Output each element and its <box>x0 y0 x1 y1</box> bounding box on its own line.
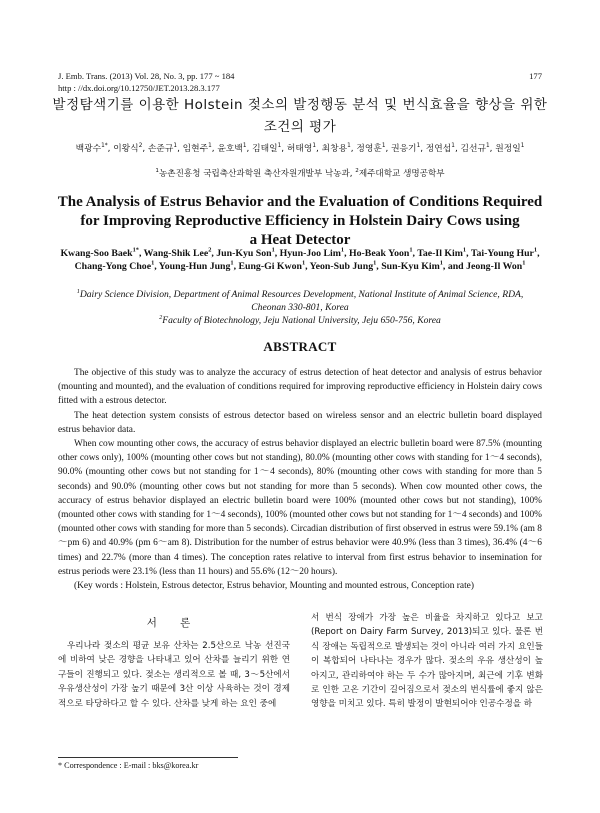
affil-marker: 2 <box>159 313 163 321</box>
affil-marker: 2 <box>355 168 359 175</box>
author-name: Sun-Kyu Kim <box>381 261 440 272</box>
author-name: Wang-Shik Lee <box>143 248 209 259</box>
author-affil-marker: 1 <box>373 259 377 267</box>
author-affil-marker: 2 <box>208 246 212 254</box>
affil-marker: 1 <box>155 168 159 175</box>
author-name: 이왕식 <box>113 144 139 154</box>
author-affil-marker: 1 <box>486 143 490 150</box>
author-name: 권응기 <box>391 144 417 154</box>
author-name: 백광수 <box>75 144 102 154</box>
abstract-heading: ABSTRACT <box>263 339 337 354</box>
journal-header <box>58 70 542 94</box>
body-paragraph: 서 번식 장애가 가장 높은 비율을 차지하고 있다고 보고(Report on Dairy Farm Survey, 2013)되고 있다. 물론 번식 장애는 독립적으로 발생되는 것이 아니라 여러 가지 요인들이 복합되어 나타나는 경우가 많다. 젖소의 우유 생산성이 높아지고, 관리하여야 하는 두 수가 많아지며, 최근에 기후 변화로 인한 고온 기간이 길어짐으로서 젖소의 번식률에 좋지 않은 영향을 미치고 있다. 특히 발정이 발현되어야 인공수정을 하 <box>311 613 543 710</box>
author-name: 최창용 <box>321 144 348 154</box>
author-affil-marker: 1 <box>439 259 443 267</box>
author-affil-marker: 1 <box>230 259 234 267</box>
author-affil-marker: 1 <box>301 259 306 267</box>
author-affil-marker: 2 <box>138 143 143 150</box>
author-affil-marker: 1 <box>242 143 247 150</box>
author-affil-marker: 1 <box>522 259 526 267</box>
korean-title <box>40 94 560 138</box>
korean-title-line: 조건의 평가 <box>263 119 337 135</box>
english-title-line: a Heat Detector <box>249 232 351 248</box>
korean-authors: 백광수$^{1*}$, 이왕식$^2$, 손준규$^1$, 임현주$^1$, 윤호백$^1$, 김태일$^1$, 허태영$^1$, 최창용$^1$, 정영훈$^1$, 권응기$^1$, 정연섭$^1$, 김선규$^1$, 원정일$^1$ <box>75 143 525 154</box>
korean-title-line: 발정탐색기를 이용한 Holstein 젖소의 발정행동 분석 및 번식효율을 향상을 위한 <box>52 97 548 113</box>
author-affil-marker: 1 <box>347 143 351 150</box>
korean-affil-1: 농촌진흥청 국립축산과학원 축산자원개발부 낙농과, <box>158 169 353 179</box>
page-number: 177 <box>529 71 542 81</box>
author-name: 손준규 <box>147 144 174 154</box>
correspondence-footnote: * Correspondence : E-mail : bks@korea.kr <box>58 761 199 770</box>
author-name: Jeong-Il Won <box>466 261 523 272</box>
english-title-line: The Analysis of Estrus Behavior and the Evaluation of Conditions Required <box>57 194 543 210</box>
author-affil-marker: 1 <box>381 143 386 150</box>
author-affil-marker: 1 <box>277 143 282 150</box>
author-name: Tae-Il Kim <box>417 248 463 259</box>
author-name: 임현주 <box>182 144 209 154</box>
author-name: 윤호백 <box>217 144 243 154</box>
author-name: 김선규 <box>460 144 487 154</box>
author-affil-marker: 1 <box>462 246 467 254</box>
abstract-paragraph: The objective of this study was to analyze the accuracy of estrus detection of heat detector and analysis of estrus behavior (mounting and mounted), and the evaluation of conditions required for improving reproductive efficiency in Holstein dairy cows fitted with a estrous detector. <box>58 368 542 407</box>
author-affil-marker: 1* <box>101 143 108 150</box>
key-words: (Key words : Holstein, Estrous detector, Estrus behavior, Mounting and mounted estrous, Conception rate) <box>74 581 474 592</box>
author-name: Jun-Kyu Son <box>216 248 272 259</box>
author-affil-marker: 1 <box>416 143 421 150</box>
author-name: 허태영 <box>286 144 313 154</box>
abstract-paragraph: The heat detection system consists of estrous detector based on wireless sensor and an electric bulletin board displayed estrus behavior data. <box>58 410 542 435</box>
korean-affil-2: 제주대학교 생명공학부 <box>358 169 445 179</box>
korean-affiliations <box>40 168 560 180</box>
affil-marker: 1 <box>76 287 80 295</box>
journal-citation: J. Emb. Trans. (2013) Vol. 28, No. 3, pp. 177 ~ 184 <box>58 71 235 81</box>
body-paragraph: 우리나라 젖소의 평균 보유 산차는 2.5산으로 낙농 선진국에 비하여 낮은 경향을 나타내고 있어 산차를 늘리기 위한 연구들이 진행되고 있다. 젖소는 생리적으로 볼 때, 3～5산에서 우유생산성이 가장 높기 때문에 3산 이상 사육하는 것이 경제적으로 타당하다고 할 수 있다. 산차를 낮게 하는 요인 중에 <box>58 641 290 709</box>
author-name: Hyun-Joo Lim <box>279 248 341 259</box>
english-affiliations <box>50 288 550 327</box>
english-affil-1: Dairy Science Division, Department of Animal Resources Development, National Institute of Animal Science, RDA, <box>79 289 524 300</box>
section-title-introduction: 서 론 <box>146 617 201 629</box>
author-name: Tai-Young Hur <box>470 248 534 259</box>
author-name: Kwang-Soo Baek <box>60 248 133 259</box>
author-affil-marker: 1 <box>451 143 455 150</box>
english-title-line: for Improving Reproductive Efficiency in Holstein Dairy Cows using <box>80 213 520 229</box>
author-affil-marker: 1 <box>409 246 413 254</box>
author-name: Eung-Gi Kwon <box>238 261 302 272</box>
author-name: 정영훈 <box>356 144 382 154</box>
body-column-right <box>311 611 543 712</box>
author-affil-marker: 1 <box>340 246 345 254</box>
author-affil-marker: 1 <box>520 143 525 150</box>
author-name: Yeon-Sub Jung <box>309 261 374 272</box>
author-name: Chang-Yong Choe <box>74 261 152 272</box>
author-name: 원정일 <box>495 144 521 154</box>
author-affil-marker: 1 <box>151 259 155 267</box>
author-affil-marker: 1 <box>533 246 538 254</box>
english-title <box>50 193 550 250</box>
author-affil-marker: 1* <box>132 246 139 254</box>
abstract-paragraph: When cow mounting other cows, the accuracy of estrus behavior displayed an electric bulletin board were 87.5% (mounting other cows only), 100% (mounting other cows but not standing), 80.0% (mounting other cows with standing for 1～4 seconds), 90.0% (mounting other cows but not standing for 1～4 seconds), 80% (mounting other cows with standing for more than 5 seconds) and 90.0% (mounting other cows but not standing for more than 5 seconds). When cow mounted other cows, the accuracy of estrus behavior displayed an electric bulletin board were 100% (mounted other cows but not standing), 100% (mounted other cows with standing for 1～4 seconds), 100% (mounted other cows but not standing for 1～4 seconds) and 100% (mounted other cows with standing for more than 5 seconds). Circadian distribution of first observed in estrus were 59.1% (am 8～pm 6) and 40.9% (pm 6～am 8). Distribution for the number of estrus behavior were 40.9% (less than 3 times), 36.4% (4～6 times) and 22.7% (more than 4 times). The conception rates relative to interval from first estrus behavior to insemination for estrus periods were 23.1% (less than 11 hours) and 55.6% (12～20 hours). <box>58 439 542 577</box>
author-affil-marker: 1 <box>271 246 275 254</box>
author-name: 정연섭 <box>425 144 452 154</box>
english-affil-1-city: Cheonan 330-801, Korea <box>251 302 349 313</box>
abstract-body <box>58 366 542 593</box>
author-name: Young-Hun Jung <box>158 261 231 272</box>
english-authors: Kwang-Soo Baek$^{1*}$, Wang-Shik Lee$^2$, Jun-Kyu Son$^1$, Hyun-Joo Lim$^1$, Ho-Beak Yoon$^1$, Tae-Il Kim$^1$, Tai-Young Hur$^1$, Chang-Yong Choe$^1$, Young-Hun Jung$^1$, Eung-Gi Kwon$^1$, Yeon-Sub Jung$^1$, Sun-Kyu Kim$^1$, and Jeong-Il Won$^1$ <box>60 246 540 272</box>
body-column-left <box>58 639 290 711</box>
author-name: 김태일 <box>252 144 278 154</box>
english-affil-2: Faculty of Biotechnology, Jeju National University, Jeju 650-756, Korea <box>162 315 441 326</box>
author-affil-marker: 1 <box>208 143 212 150</box>
doi-link[interactable]: http : //dx.doi.org/10.12750/JET.2013.28.3.177 <box>58 83 220 93</box>
footnote-divider <box>58 757 238 758</box>
author-affil-marker: 1 <box>312 143 316 150</box>
author-affil-marker: 1 <box>173 143 178 150</box>
author-name: Ho-Beak Yoon <box>349 248 410 259</box>
